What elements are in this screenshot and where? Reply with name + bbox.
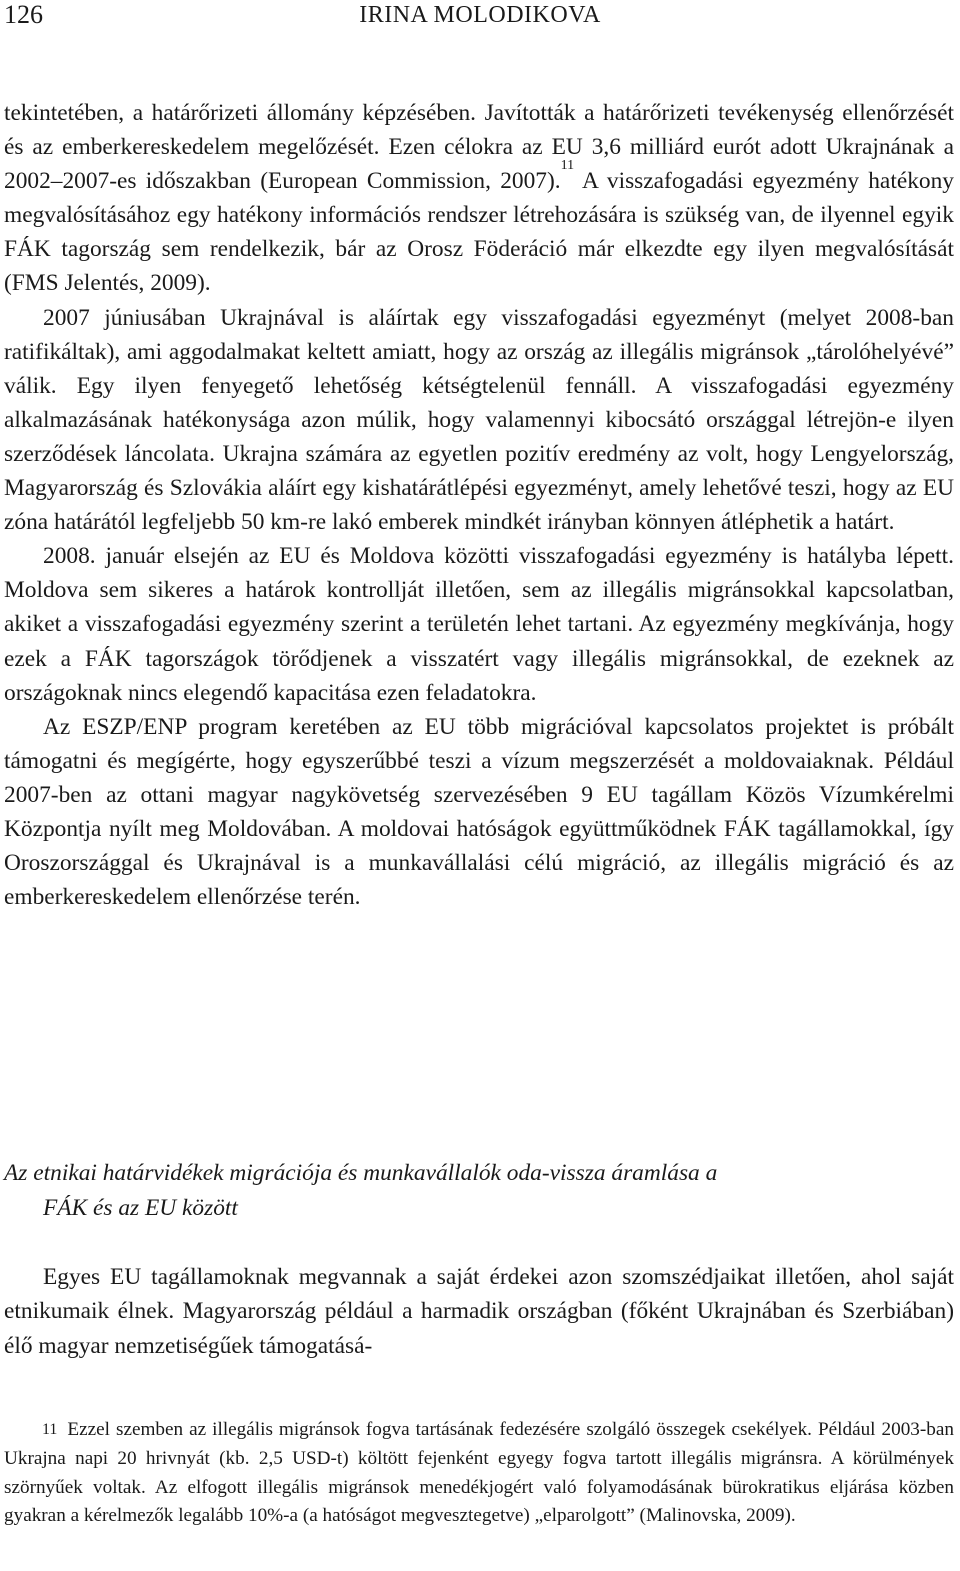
section-heading-line-1: Az etnikai határvidékek migrációja és munkavállalók oda-vissza áramlása a <box>4 1160 718 1186</box>
paragraph-1-text-before-footnote: tekintetében, a határőrizeti állomány képzésében. Javították a határőrizeti tevékenység ellenőrzését és az emberkereskedelem megelőzését. Ezen célokra az EU 3,6 milliárd eurót adott Ukrajnának a 2002–2007-es időszakban (European Commission, 2007). <box>4 100 954 195</box>
paragraph-3: 2008. január elsején az EU és Moldova közötti visszafogadási egyezmény is hatályba lépett. Moldova sem sikeres a határok kontrollját illetően, sem az illegális migránsokkal kapcsolatban, akiket a visszafogadási egyezmény szerint a területén lehet tartani. Az egyezmény megkívánja, hogy ezek a FÁK tagországok törődjenek a visszatért vagy illegális migránsokkal, de ezeknek az országoknak nincs elegendő kapacitása ezen feladatokra. <box>4 543 954 706</box>
main-text <box>4 96 954 914</box>
paragraph-2: 2007 júniusában Ukrajnával is aláírtak egy visszafogadási egyezményt (melyet 2008-ban ratifikáltak), ami aggodalmakat keltett amiatt, hogy az ország az illegális migránsok „tárolóhelyévé” válik. Egy ilyen fenyegető lehetőség kétségtelenül fennáll. A visszafogadási egyezmény alkalmazásának hatékonysága azon múlik, hogy valamennyi kibocsátó országgal létrejön-e ilyen szerződések láncolata. Ukrajna számára az egyetlen pozitív eredmény az volt, hogy Lengyelország, Magyarország és Szlovákia aláírt egy kishatárátlépési egyezményt, amely lehetővé teszi, hogy az EU zóna határától legfeljebb 50 km-re lakó emberek mindkét irányban könnyen átléphetik a határt. <box>4 304 954 536</box>
running-head: IRINA MOLODIKOVA <box>359 2 601 28</box>
footnote-reference[interactable]: 11 <box>560 158 575 174</box>
page-number: 126 <box>4 0 43 29</box>
paragraph-1 <box>4 96 954 301</box>
paragraph-1-text-after-footnote: A visszafogadási egyezmény hatékony megvalósításához egy hatékony információs rendszer létrehozására is szükség van, de ilyennel egyik FÁK tagország sem rendelkezik, bár az Orosz Föderáció már elkezdte egy ilyen megvalósítását (FMS Jelentés, 2009). <box>4 168 954 297</box>
footnote <box>4 1416 954 1531</box>
paragraph-5: Egyes EU tagállamoknak megvannak a saját érdekei azon szomszédjaikat illetően, ahol saját etnikumaik élnek. Magyarország például a harmadik országban (főként Ukrajnában és Szerbiában) élő magyar nemzetiségűek támogatásá- <box>4 1264 954 1359</box>
page-header <box>0 0 960 32</box>
paragraph-4: Az ESZP/ENP program keretében az EU több migrációval kapcsolatos projektet is próbált támogatni és megígérte, hogy egyszerűbbé teszi a vízum megszerzését a moldovaiaknak. Például 2007-ben az ottani magyar nagykövetség szervezésében 9 EU tagállam Közös Vízumkérelmi Központja nyílt meg Moldovában. A moldovai hatóságok együttműködnek FÁK tagállamokkal, így Oroszországgal és Ukrajnával is a munkavállalási célú migráció, az illegális migráció és az emberkereskedelem ellenőrzése terén. <box>4 713 954 911</box>
section-heading <box>4 1156 954 1225</box>
footnote-mark: 11 <box>42 1421 58 1438</box>
section-heading-line-2: FÁK és az EU között <box>43 1194 238 1221</box>
footnote-text: Ezzel szemben az illegális migránsok fogva tartásának fedezésére szolgáló összegek csekélyek. Például 2003-ban Ukrajna napi 20 hrivnyát (kb. 2,5 USD-t) költött fejenként egyegy fogva tartott illegális migránsra. A körülmények szörnyűek voltak. Az elfogott illegális migránsok menedékjogért való folyamodásának bürokratikus eljárása közben gyakran a kérelmezők legalább 10%-a (a hatóságot megvesztegetve) „elparolgott” (Malinovska, 2009). <box>4 1419 954 1527</box>
